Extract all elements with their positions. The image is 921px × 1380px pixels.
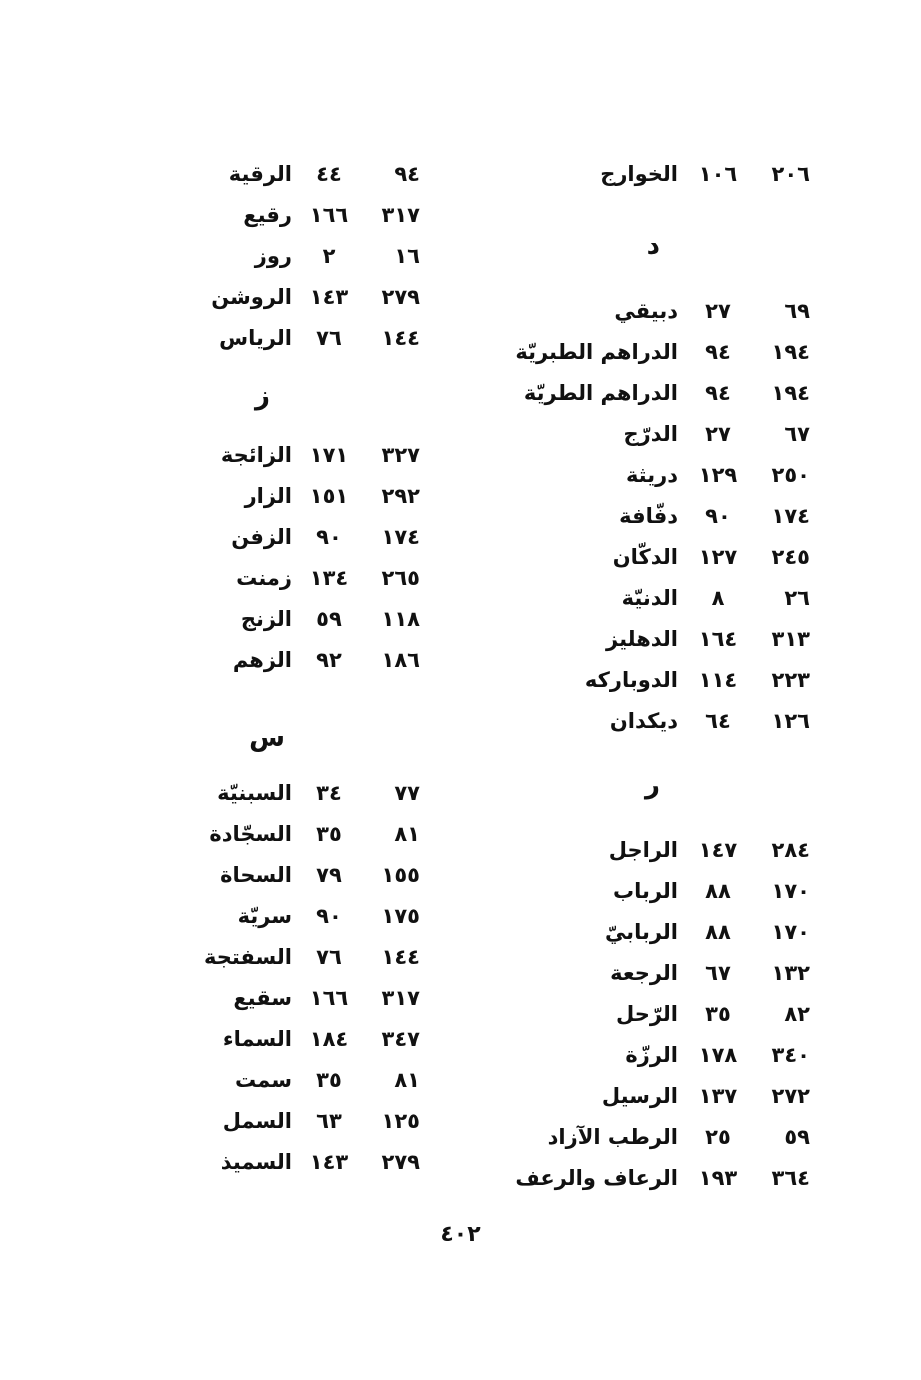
entry-ref: ١٤٧	[698, 838, 738, 862]
entry-page: ١٥٥	[381, 863, 420, 887]
entry-ref: ٦٤	[705, 709, 731, 733]
section-sin-entries	[80, 777, 460, 1187]
index-entry	[430, 957, 810, 998]
section-letter: ر	[645, 770, 660, 800]
entry-ref: ١٠٦	[698, 162, 738, 186]
entry-word: سقيع	[233, 986, 292, 1010]
entry-page: ٣٤٧	[381, 1027, 420, 1051]
entry-word: الرياس	[219, 326, 292, 350]
index-entry	[430, 1121, 810, 1162]
entry-word: الرعاف والرعف	[515, 1166, 678, 1190]
entry-word: الراجل	[608, 838, 678, 862]
index-column-left	[80, 158, 460, 1187]
spacer	[430, 810, 810, 834]
entry-ref: ١٣٧	[698, 1084, 738, 1108]
entry-ref: ١٥١	[309, 484, 349, 508]
entry-page: ٢٥٠	[771, 463, 810, 487]
entry-word: السفتجة	[203, 945, 292, 969]
entry-page: ٩٤	[394, 162, 420, 186]
index-entry	[80, 777, 460, 818]
index-entry	[80, 941, 460, 982]
section-header-dal	[430, 231, 810, 271]
index-entry	[430, 1080, 810, 1121]
entry-word: الرّحل	[615, 1002, 678, 1026]
index-entry	[80, 521, 460, 562]
entry-ref: ٨٨	[705, 879, 731, 903]
entry-word: الدراهم الطريّة	[523, 381, 678, 405]
entry-page: ١٩٤	[771, 340, 810, 364]
index-entry	[430, 336, 810, 377]
index-entry	[430, 1039, 810, 1080]
section-zay-entries	[80, 439, 460, 685]
page-number: ٤٠٢	[440, 1222, 481, 1247]
index-entry	[80, 1064, 460, 1105]
spacer	[80, 685, 460, 723]
section-header-ra	[430, 770, 810, 810]
entry-ref: ٣٥	[316, 822, 342, 846]
entry-page: ٣٢٧	[381, 443, 420, 467]
spacer	[80, 763, 460, 777]
entry-page: ٢٩٢	[381, 484, 420, 508]
entry-word: الزفن	[231, 525, 292, 549]
entry-ref: ١٦٤	[698, 627, 738, 651]
entry-word: روز	[254, 244, 292, 268]
entry-word: الدراهم الطبريّة	[515, 340, 678, 364]
index-entry	[80, 603, 460, 644]
entry-ref: ١٤٣	[309, 1150, 349, 1174]
index-entry	[430, 705, 810, 746]
entry-word: الدرّج	[623, 422, 678, 446]
entry-ref: ٩٠	[316, 525, 342, 549]
entry-page: ٥٩	[784, 1125, 810, 1149]
index-entry	[80, 158, 460, 199]
entry-word: الزنج	[240, 607, 292, 631]
entry-word: الروشن	[211, 285, 292, 309]
entry-word: الزائجة	[220, 443, 292, 467]
entry-page: ٢٧٩	[381, 1150, 420, 1174]
index-entry	[430, 834, 810, 875]
index-entry	[430, 418, 810, 459]
index-entry	[80, 644, 460, 685]
index-entry	[80, 562, 460, 603]
entry-page: ١١٨	[381, 607, 420, 631]
index-entry	[80, 859, 460, 900]
entry-word: السجّادة	[209, 822, 292, 846]
entry-ref: ٩٠	[705, 504, 731, 528]
entry-page: ٣٦٤	[771, 1166, 810, 1190]
index-entry	[430, 916, 810, 957]
entry-word: الخوارج	[600, 162, 678, 186]
entry-ref: ٢٧	[705, 422, 731, 446]
entry-word: الزهم	[232, 648, 292, 672]
entry-page: ٢٠٦	[771, 162, 810, 186]
index-entry	[430, 500, 810, 541]
index-entry	[80, 982, 460, 1023]
entry-word: الرقية	[228, 162, 292, 186]
index-entry	[80, 480, 460, 521]
index-entry	[430, 582, 810, 623]
entry-page: ١٣٢	[771, 961, 810, 985]
entry-ref: ٢٥	[705, 1125, 731, 1149]
entry-page: ٨٢	[784, 1002, 810, 1026]
index-entry	[80, 281, 460, 322]
index-entry	[80, 1105, 460, 1146]
entry-page: ٣١٧	[381, 203, 420, 227]
entry-page: ٨١	[394, 822, 420, 846]
entry-word: الدنيّة	[621, 586, 678, 610]
entry-word: الرجعة	[610, 961, 678, 985]
index-entry	[430, 664, 810, 705]
section-ra-entries	[430, 834, 810, 1203]
entry-word: الدهليز	[606, 627, 678, 651]
spacer	[80, 363, 460, 381]
spacer	[80, 421, 460, 439]
entry-ref: ٤٤	[316, 162, 342, 186]
index-entry	[430, 295, 810, 336]
entry-ref: ١٦٦	[309, 986, 349, 1010]
index-entry	[80, 1146, 460, 1187]
entry-ref: ٥٩	[316, 607, 342, 631]
entry-ref: ٨٨	[705, 920, 731, 944]
entry-ref: ٣٤	[316, 781, 342, 805]
entry-ref: ١٨٤	[309, 1027, 349, 1051]
index-entry	[430, 875, 810, 916]
section-dal-entries	[430, 295, 810, 746]
entry-ref: ١٦٦	[309, 203, 349, 227]
index-entry	[430, 541, 810, 582]
entry-page: ٢٦	[784, 586, 810, 610]
entry-page: ١٧٤	[381, 525, 420, 549]
entry-page: ٢٤٥	[771, 545, 810, 569]
index-entry	[430, 158, 810, 199]
section-header-sin	[80, 723, 460, 763]
section-letter: س	[249, 723, 285, 753]
index-entry	[80, 1023, 460, 1064]
index-entry	[80, 322, 460, 363]
index-entry	[80, 818, 460, 859]
entry-page: ١٧٠	[771, 879, 810, 903]
entry-page: ٣٤٠	[771, 1043, 810, 1067]
index-entry	[430, 623, 810, 664]
entry-page: ٦٩	[784, 299, 810, 323]
entry-page: ٢٨٤	[771, 838, 810, 862]
spacer	[430, 271, 810, 295]
entry-ref: ١١٤	[698, 668, 738, 692]
section-letter: ز	[255, 381, 270, 411]
entry-word: زمنت	[236, 566, 292, 590]
index-column-right	[430, 158, 810, 1203]
entry-ref: ٧٦	[316, 945, 342, 969]
entry-ref: ١٩٣	[698, 1166, 738, 1190]
entry-page: ٢٧٩	[381, 285, 420, 309]
entry-ref: ٣٥	[705, 1002, 731, 1026]
entry-page: ٣١٧	[381, 986, 420, 1010]
index-entry	[430, 998, 810, 1039]
entry-ref: ٣٥	[316, 1068, 342, 1092]
entry-word: دبيقي	[614, 299, 678, 323]
entry-page: ١٧٥	[381, 904, 420, 928]
entry-ref: ٢٧	[705, 299, 731, 323]
entry-word: السحاة	[220, 863, 292, 887]
entry-ref: ٨	[711, 586, 725, 610]
entry-page: ٣١٣	[771, 627, 810, 651]
top-entries	[80, 158, 460, 363]
entry-ref: ٦٣	[316, 1109, 342, 1133]
entry-ref: ٢	[322, 244, 336, 268]
entry-ref: ٦٧	[705, 961, 731, 985]
entry-ref: ٩٢	[316, 648, 342, 672]
entry-word: السمل	[222, 1109, 292, 1133]
entry-ref: ٩٠	[316, 904, 342, 928]
entry-page: ٦٧	[784, 422, 810, 446]
entry-page: ١٨٦	[381, 648, 420, 672]
section-letter: د	[646, 231, 660, 261]
entry-ref: ١٣٤	[309, 566, 349, 590]
entry-page: ٧٧	[394, 781, 420, 805]
entry-word: الدكّان	[612, 545, 678, 569]
index-entry	[430, 1162, 810, 1203]
entry-page: ١٢٥	[381, 1109, 420, 1133]
spacer	[430, 199, 810, 231]
index-entry	[430, 459, 810, 500]
entry-page: ٨١	[394, 1068, 420, 1092]
index-entry	[430, 377, 810, 418]
entry-word: الرباب	[612, 879, 678, 903]
entry-ref: ٧٦	[316, 326, 342, 350]
entry-ref: ١٢٧	[698, 545, 738, 569]
entry-ref: ١٤٣	[309, 285, 349, 309]
entry-word: الربابيّ	[604, 920, 678, 944]
entry-word: سمت	[235, 1068, 292, 1092]
entry-page: ٢٢٣	[771, 668, 810, 692]
entry-word: الرزّة	[625, 1043, 678, 1067]
entry-page: ١٩٤	[771, 381, 810, 405]
entry-word: الزار	[244, 484, 292, 508]
entry-page: ١٧٤	[771, 504, 810, 528]
entry-word: الرطب الآزاد	[547, 1125, 678, 1149]
entry-word: ديكدان	[609, 709, 678, 733]
entry-ref: ١٧١	[309, 443, 349, 467]
entry-ref: ٩٤	[705, 381, 731, 405]
entry-ref: ٩٤	[705, 340, 731, 364]
entry-word: سريّة	[237, 904, 292, 928]
entry-ref: ٧٩	[316, 863, 342, 887]
index-entry	[80, 199, 460, 240]
entry-page: ١٢٦	[771, 709, 810, 733]
entry-word: دفّافة	[619, 504, 678, 528]
section-header-zay	[80, 381, 460, 421]
entry-word: رقيع	[243, 203, 292, 227]
entry-ref: ١٢٩	[698, 463, 738, 487]
spacer	[430, 746, 810, 770]
entry-word: السبنيّة	[217, 781, 292, 805]
entry-page: ١٤٤	[381, 945, 420, 969]
entry-word: الدوباركه	[584, 668, 678, 692]
entry-ref: ١٧٨	[698, 1043, 738, 1067]
index-entry	[80, 439, 460, 480]
entry-word: دريثة	[625, 463, 678, 487]
entry-word: السماء	[222, 1027, 292, 1051]
entry-page: ١٤٤	[381, 326, 420, 350]
entry-page: ١٧٠	[771, 920, 810, 944]
entry-page: ٢٧٢	[771, 1084, 810, 1108]
entry-page: ٢٦٥	[381, 566, 420, 590]
index-entry	[80, 240, 460, 281]
entry-word: السميذ	[220, 1150, 292, 1174]
entry-word: الرسيل	[601, 1084, 678, 1108]
index-entry	[80, 900, 460, 941]
entry-page: ١٦	[394, 244, 420, 268]
